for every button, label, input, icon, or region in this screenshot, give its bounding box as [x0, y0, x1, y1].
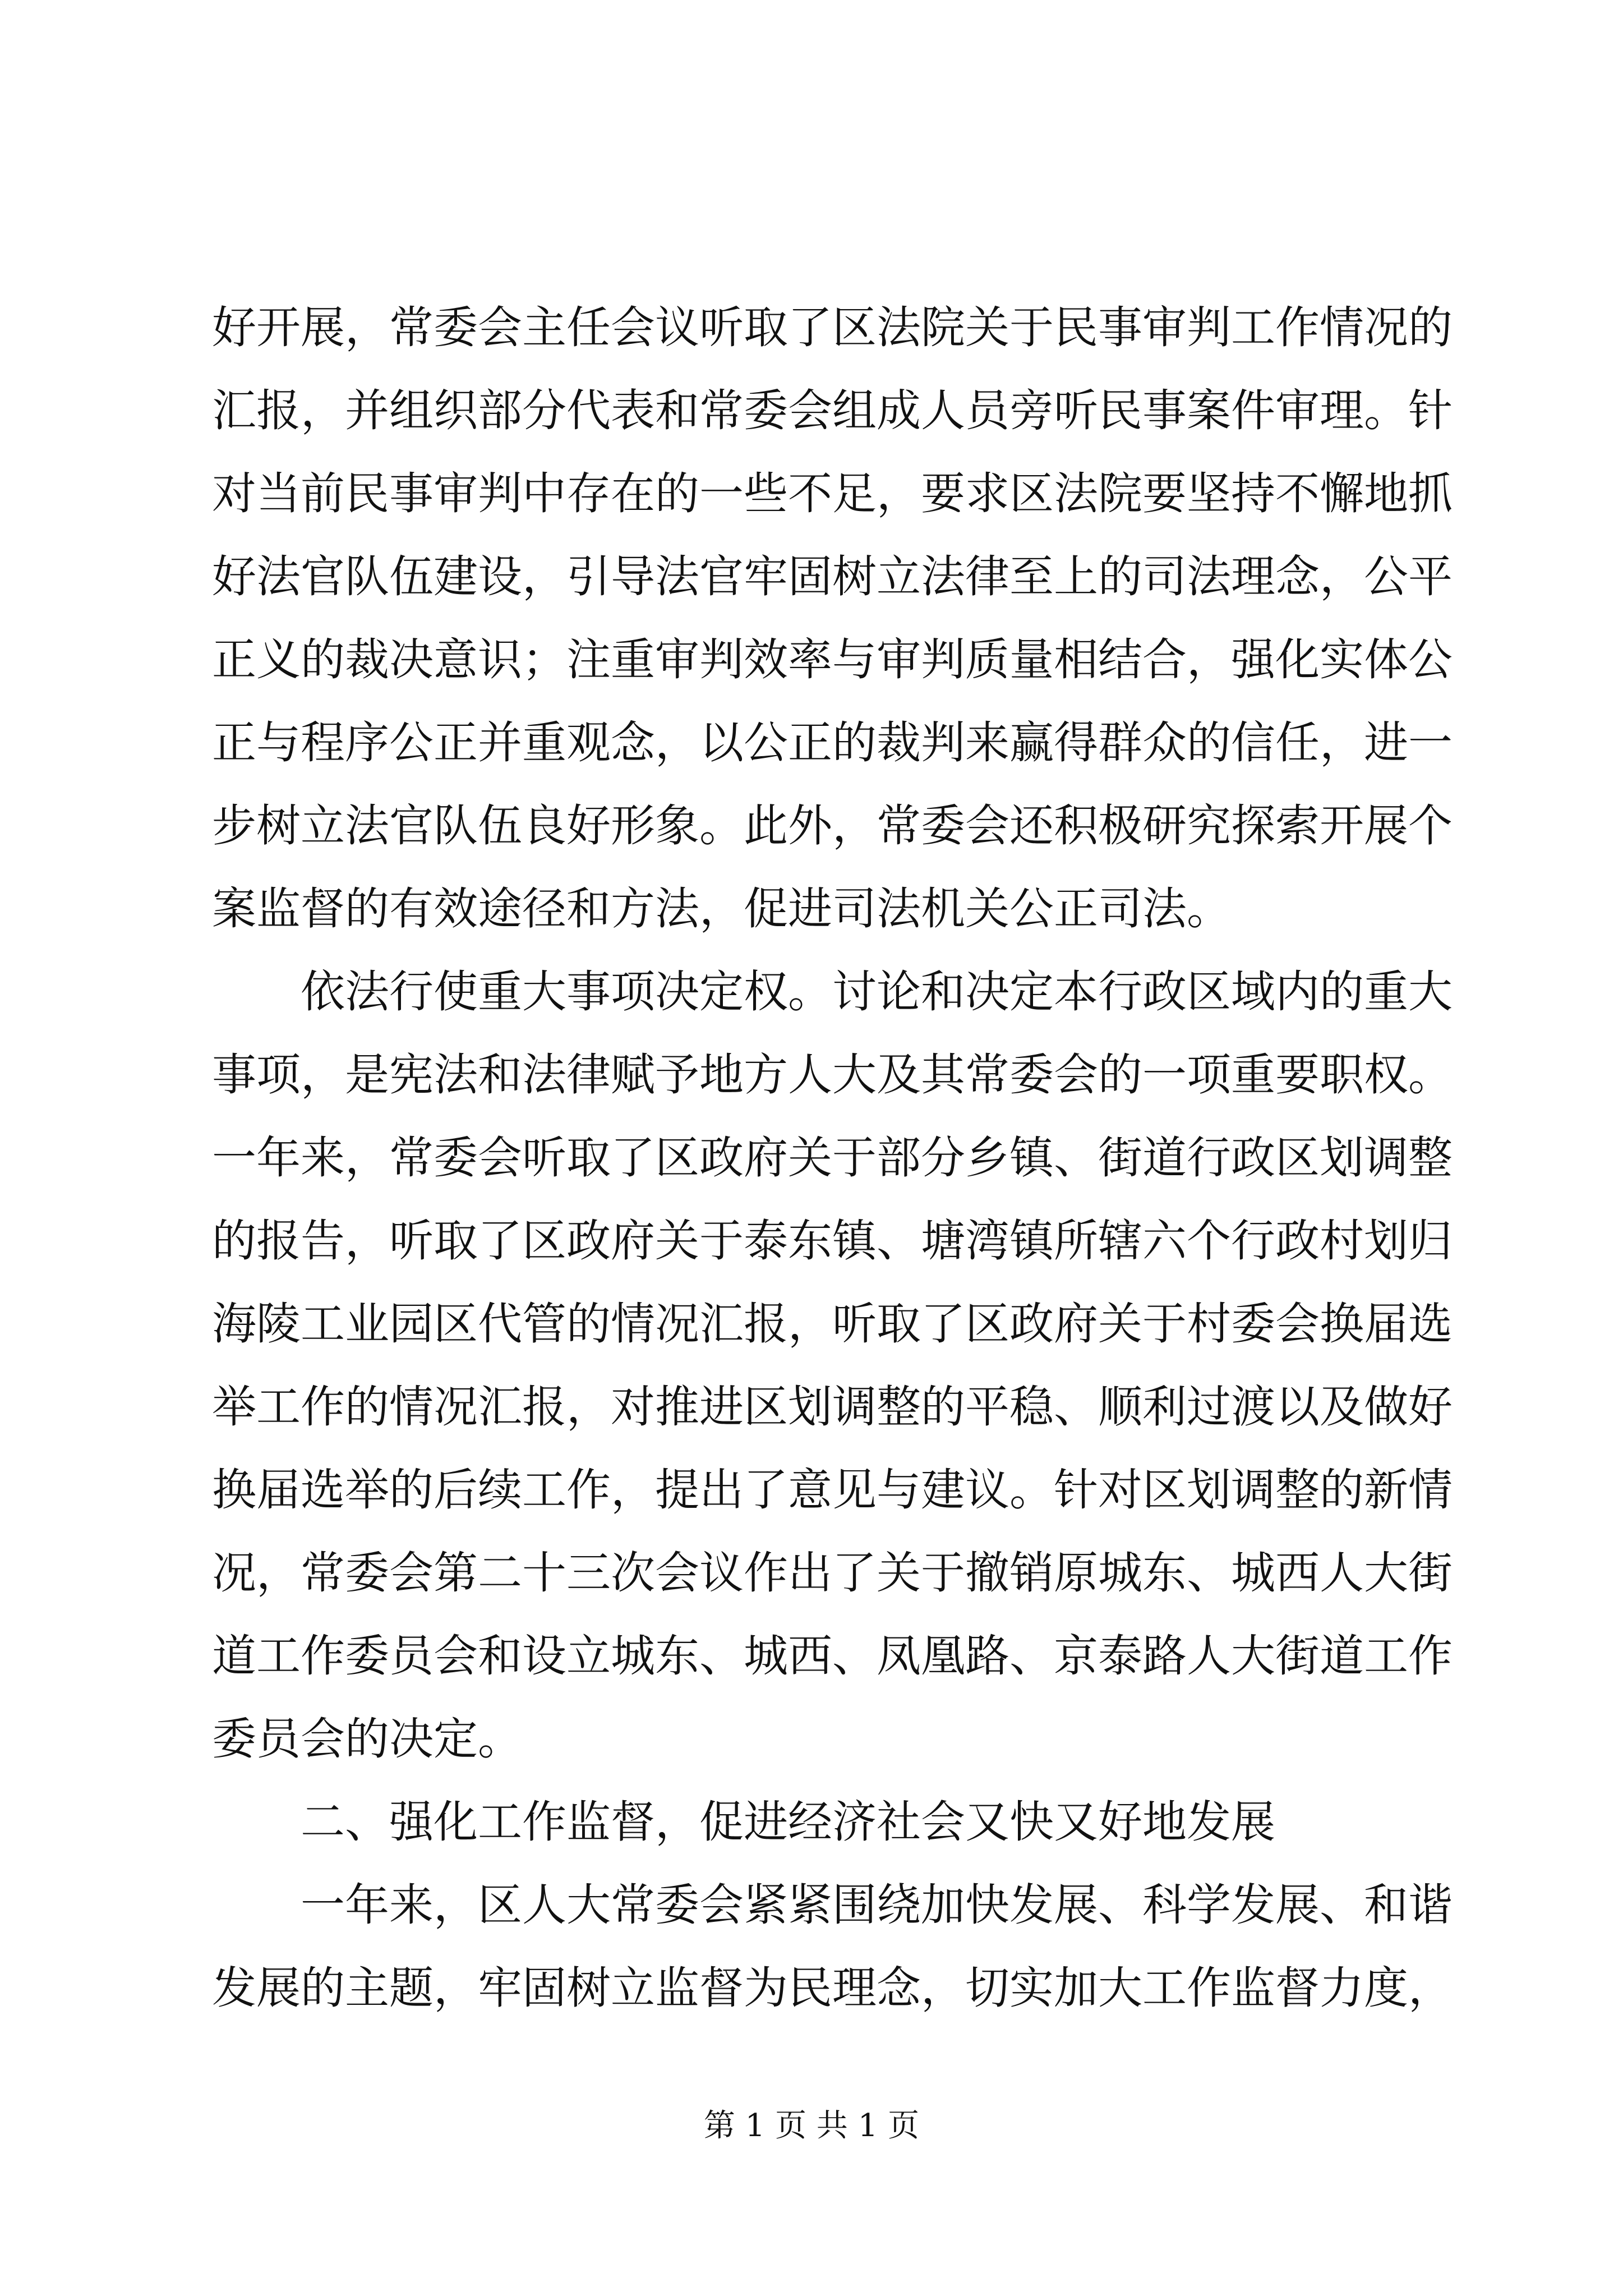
text-line: 委员会的决定。 — [212, 1713, 522, 1765]
text-line: 好开展，常委会主任会议听取了区法院关于民事审判工作情况的 — [212, 302, 1453, 353]
text-line: 事项，是宪法和法律赋予地方人大及其常委会的一项重要职权。 — [212, 1049, 1453, 1101]
text-line: 步树立法官队伍良好形象。此外，常委会还积极研究探索开展个 — [212, 800, 1453, 852]
paragraph-start-line: 一年来，区人大常委会紧紧围绕加快发展、科学发展、和谐 — [301, 1879, 1453, 1931]
text-line: 正与程序公正并重观念，以公正的裁判来赢得群众的信任，进一 — [212, 717, 1453, 769]
text-line: 况，常委会第二十三次会议作出了关于撤销原城东、城西人大街 — [212, 1547, 1453, 1599]
section-heading: 二、强化工作监督，促进经济社会又快又好地发展 — [301, 1796, 1275, 1848]
text-line: 举工作的情况汇报，对推进区划调整的平稳、顺利过渡以及做好 — [212, 1381, 1453, 1433]
text-line: 道工作委员会和设立城东、城西、凤凰路、京泰路人大街道工作 — [212, 1630, 1453, 1682]
document-body — [212, 286, 1453, 2030]
text-line: 海陵工业园区代管的情况汇报，听取了区政府关于村委会换届选 — [212, 1298, 1453, 1350]
text-line: 换届选举的后续工作，提出了意见与建议。针对区划调整的新情 — [212, 1464, 1453, 1516]
text-line: 案监督的有效途径和方法，促进司法机关公正司法。 — [212, 883, 1231, 935]
page-footer: 第 1 页 共 1 页 — [703, 2108, 920, 2144]
text-line: 对当前民事审判中存在的一些不足，要求区法院要坚持不懈地抓 — [212, 468, 1453, 519]
text-line: 的报告，听取了区政府关于泰东镇、塘湾镇所辖六个行政村划归 — [212, 1215, 1453, 1267]
text-line: 一年来，常委会听取了区政府关于部分乡镇、街道行政区划调整 — [212, 1132, 1453, 1184]
text-line: 好法官队伍建设，引导法官牢固树立法律至上的司法理念，公平 — [212, 551, 1453, 602]
text-line: 发展的主题，牢固树立监督为民理念，切实加大工作监督力度， — [212, 1962, 1453, 2014]
text-line: 汇报，并组织部分代表和常委会组成人员旁听民事案件审理。针 — [212, 385, 1453, 436]
paragraph-start-line: 依法行使重大事项决定权。讨论和决定本行政区域内的重大 — [301, 966, 1453, 1018]
text-line: 正义的裁决意识；注重审判效率与审判质量相结合，强化实体公 — [212, 634, 1453, 685]
